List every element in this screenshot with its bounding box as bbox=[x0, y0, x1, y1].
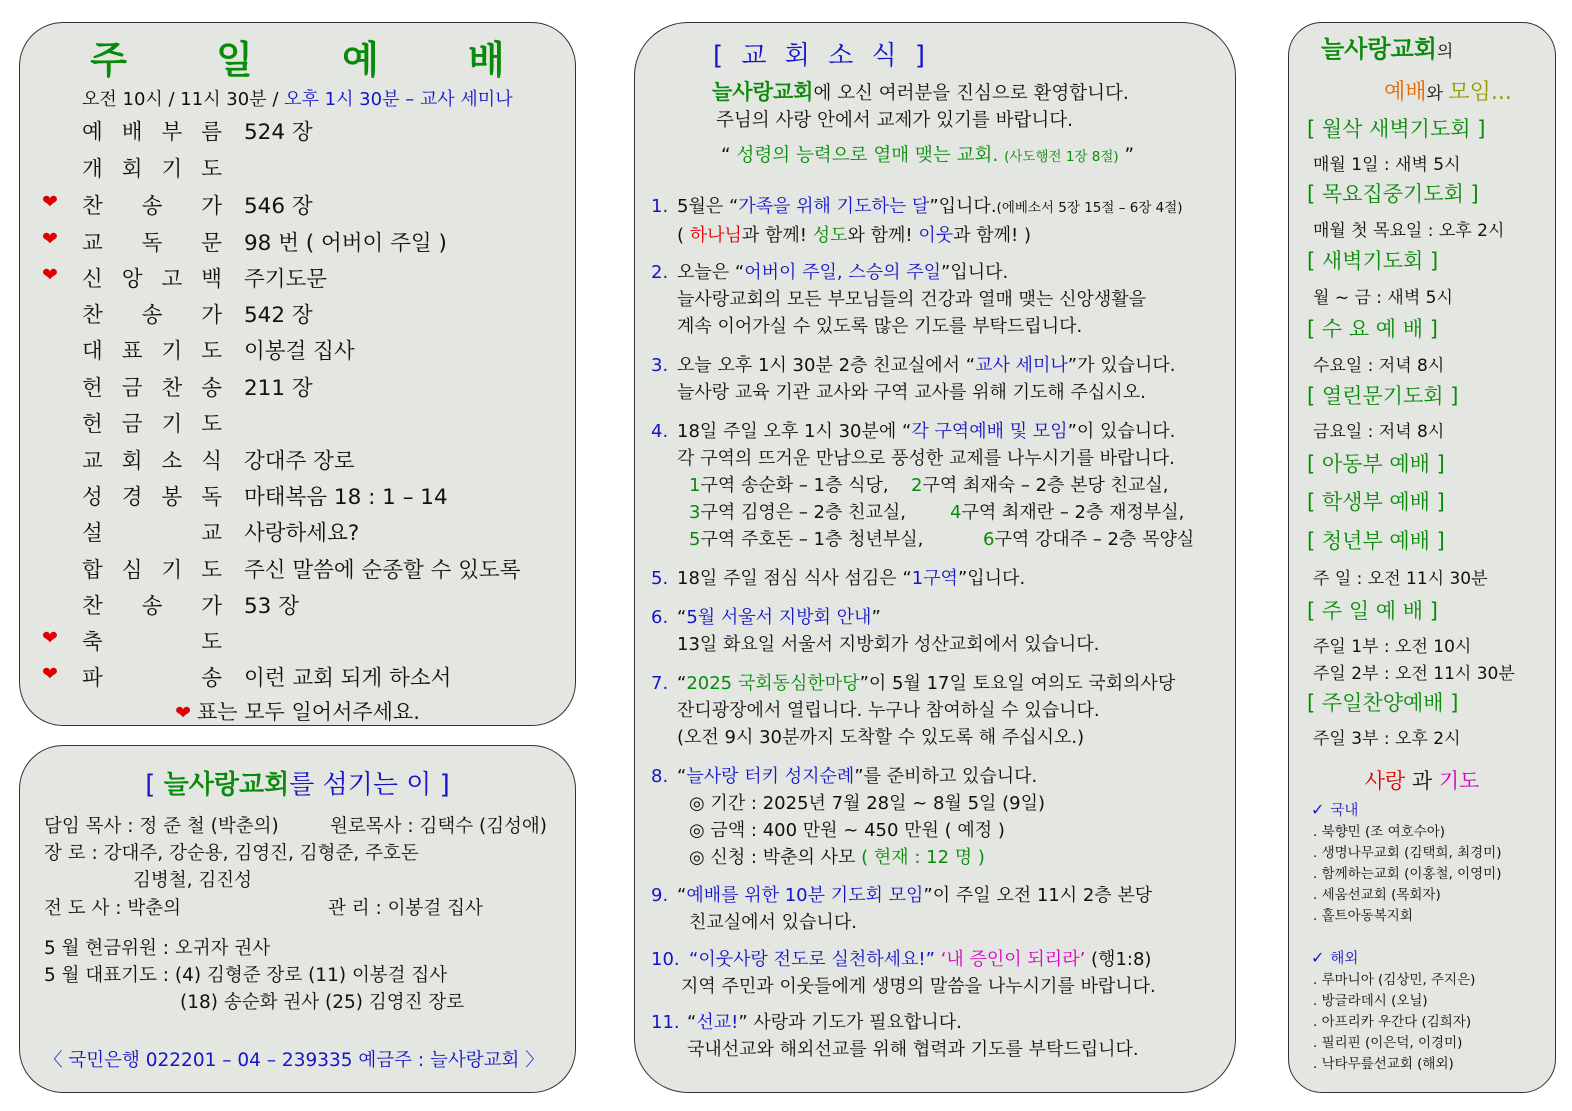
district-6: 6구역 강대주 – 2층 목양실 bbox=[983, 529, 1195, 550]
prayer-title: 사랑 과 기도 bbox=[1364, 769, 1480, 793]
schedule-title: 늘사랑교회의 bbox=[1321, 35, 1454, 63]
worship-order-item bbox=[20, 553, 575, 589]
heart-icon: ❤ bbox=[175, 702, 192, 724]
elders-continued: 김병철, 김진성 bbox=[133, 870, 252, 891]
schedule-time: 주일 3부 : 오후 2시 bbox=[1313, 729, 1461, 749]
worship-order-value: 542 장 bbox=[244, 303, 313, 328]
worship-order-item bbox=[20, 226, 575, 262]
schedule-heading: [ 열린문기도회 ] bbox=[1307, 384, 1459, 408]
check-icon: ✓ bbox=[1311, 948, 1325, 967]
worship-order-item bbox=[20, 444, 575, 480]
worship-order-label: 찬 송 가 bbox=[82, 594, 222, 619]
worship-order-item bbox=[20, 189, 575, 225]
prayer-item: . 방글라데시 (오닐) bbox=[1313, 993, 1428, 1009]
schedule-heading: [ 학생부 예배 ] bbox=[1307, 490, 1445, 514]
worship-schedule-panel bbox=[1288, 22, 1556, 1093]
offering-committee: 5 월 현금위원 : 오귀자 권사 bbox=[44, 938, 271, 959]
worship-order-label: 예 배 부 름 bbox=[82, 120, 222, 145]
standing-note: ❤ 표는 모두 일어서주세요. bbox=[175, 700, 420, 724]
elders: 장 로 : 강대주, 강순용, 김영진, 김형준, 주호돈 bbox=[44, 843, 419, 864]
worship-order-value: 524 장 bbox=[244, 120, 313, 145]
worship-order-item bbox=[20, 115, 575, 151]
worship-order-item bbox=[20, 152, 575, 188]
schedule-subtitle: 예배와 모임... bbox=[1384, 80, 1512, 105]
schedule-heading: [ 목요집중기도회 ] bbox=[1307, 182, 1479, 206]
worship-title: 주 일 예 배 bbox=[90, 38, 543, 82]
theme-verse: “ 성령의 능력으로 열매 맺는 교회. (사도행전 1장 8절) ” bbox=[721, 145, 1135, 166]
schedule-heading: [ 수 요 예 배 ] bbox=[1307, 317, 1438, 341]
emeritus-pastor: 원로목사 : 김택수 (김성애) bbox=[330, 816, 548, 837]
worship-order-label: 신 앙 고 백 bbox=[82, 267, 222, 292]
prayer-item: . 세움선교회 (목회자) bbox=[1313, 887, 1441, 903]
staff-title: [ 늘사랑교회를 섬기는 이 ] bbox=[145, 770, 450, 800]
worship-order-label: 헌 금 기 도 bbox=[82, 412, 222, 437]
worship-order-item bbox=[20, 516, 575, 552]
worship-order-label: 설 교 bbox=[82, 521, 222, 546]
news-title: [ 교 회 소 식 ] bbox=[713, 41, 931, 71]
schedule-time: 수요일 : 저녁 8시 bbox=[1313, 356, 1445, 376]
worship-order-item bbox=[20, 371, 575, 407]
worship-order-value: 강대주 장로 bbox=[244, 449, 355, 474]
manager: 관 리 : 이봉걸 집사 bbox=[328, 898, 483, 919]
schedule-time: 월 ~ 금 : 새벽 5시 bbox=[1313, 288, 1453, 308]
worship-order-label: 찬 송 가 bbox=[82, 303, 222, 328]
church-staff-panel bbox=[19, 745, 576, 1093]
worship-order-panel bbox=[19, 22, 576, 726]
worship-order-value: 98 번 ( 어버이 주일 ) bbox=[244, 231, 447, 256]
worship-order-label: 파 송 bbox=[82, 666, 222, 691]
worship-order-item bbox=[20, 407, 575, 443]
schedule-heading: [ 주 일 예 배 ] bbox=[1307, 599, 1438, 623]
schedule-heading: [ 청년부 예배 ] bbox=[1307, 529, 1445, 553]
prayer-item: . 낙타무릎선교회 (해외) bbox=[1313, 1056, 1454, 1072]
worship-order-label: 교 독 문 bbox=[82, 231, 222, 256]
heart-icon: ❤ bbox=[42, 264, 58, 286]
worship-order-value: 사랑하세요? bbox=[244, 521, 360, 546]
schedule-time: 주일 2부 : 오전 11시 30분 bbox=[1313, 664, 1515, 684]
schedule-heading: [ 새벽기도회 ] bbox=[1307, 249, 1439, 273]
overseas-category: ✓ 해외 bbox=[1311, 948, 1359, 967]
worship-order-item bbox=[20, 262, 575, 298]
evangelist: 전 도 사 : 박춘의 bbox=[44, 898, 181, 919]
worship-order-label: 성 경 봉 독 bbox=[82, 485, 222, 510]
worship-order-label: 대 표 기 도 bbox=[82, 339, 222, 364]
worship-order-item bbox=[20, 625, 575, 661]
worship-order-item bbox=[20, 298, 575, 334]
worship-order-item bbox=[20, 589, 575, 625]
prayer-item: . 함께하는교회 (이홍철, 이영미) bbox=[1313, 866, 1502, 882]
worship-order-value: 546 장 bbox=[244, 194, 313, 219]
worship-order-value: 주기도문 bbox=[244, 267, 328, 292]
prayer-item: . 생명나무교회 (김택희, 최경미) bbox=[1313, 845, 1502, 861]
worship-times: 오전 10시 / 11시 30분 / 오후 1시 30분 – 교사 세미나 bbox=[82, 89, 513, 110]
prayer-item: . 홀트아동복지회 bbox=[1313, 908, 1413, 924]
worship-order-value: 마태복음 18 : 1 – 14 bbox=[244, 485, 448, 510]
schedule-time: 주일 1부 : 오전 10시 bbox=[1313, 637, 1472, 657]
worship-order-label: 헌 금 찬 송 bbox=[82, 376, 222, 401]
church-news-panel: [ 교 회 소 식 ] 늘사랑교회에 오신 여러분을 진심으로 환영합니다. 주님의 사랑 안에서 교제가 있기를 바랍니다. “ 성령의 능력으로 열매 맺는 교회. (사도행전 1장 8절) ” 1. 5월은 “가족을 위해 기도하는 달”입니다.(에베소서 5장 15절 – 6장 4절) ( 하나님과 함께! 성도와 함께! 이웃과 함께! ) 2. 오늘은 “어버이 주일, 스승의 주일”입니다. 늘사랑교회의 모든 부모님들의 건강과 열매 맺는 신앙생활을 계속 이어가실 수 있도록 많은 기도를 부탁드립니다. 3. 오늘 오후 1시 30분 2층 친교실에서 “교사 세미나”가 있습니다. 늘사랑 교육 기관 교사와 구역 교사를 위해 기도해 주십시오. 4. 18일 주일 오후 1시 30분에 “각 구역예배 및 모임”이 있습니다. 각 구역의 뜨거운 만남으로 풍성한 교제를 나누시기를 바랍니다. 1구역 송순화 – 1층 식당, 2구역 최재숙 – 2층 본당 친교실, 3구역 김영은 – 2층 친교실, 4구역 최재란 – 2층 재정부실, 5구역 주호돈 – 1층 청년부실, 6구역 강대주 – 2층 목양실 5. 18일 주일 점심 식사 섬김은 “1구역”입니다. 6. “5월 서울서 지방회 안내” 13일 화요일 서울서 지방회가 성산교회에서 있습니다. 7. “2025 국회동심한마당”이 5월 17일 토요일 여의도 국회의사당 잔디광장에서 열립니다. 누구나 참여하실 수 있습니다. (오전 9시 30분까지 도착할 수 있도록 해 주십시오.) 8. “늘사랑 터키 성지순례”를 준비하고 있습니다. ◎ 기간 : 2025년 7월 28일 ~ 8월 5일 (9일) ◎ 금액 : 400 만원 ~ 450 만원 ( 예정 ) ◎ 신청 : 박춘의 사모 ( 현재 : 12 명 ) 9. “예배를 위한 10분 기도회 모임”이 주일 오전 11시 2층 본당 친교실에서 있습니다. 10. “이웃사랑 전도로 실천하세요!” ‘내 증인이 되리라’ (행1:8) 지역 주민과 이웃들에게 생명의 말씀을 나누시기를 바랍니다. 11. “선교!” 사랑과 기도가 필요합니다. 국내선교와 해외선교를 위해 협력과 기도를 부탁드립니다. bbox=[634, 22, 1236, 1093]
check-icon: ✓ bbox=[1311, 800, 1325, 819]
schedule-time: 주 일 : 오전 11시 30분 bbox=[1313, 569, 1488, 589]
district-2: 2구역 최재숙 – 2층 본당 친교실, bbox=[911, 475, 1169, 496]
worship-order-label: 개 회 기 도 bbox=[82, 157, 222, 182]
representative-prayer: 5 월 대표기도 : (4) 김형준 장로 (11) 이봉걸 집사 bbox=[44, 965, 448, 986]
worship-order-value: 53 장 bbox=[244, 594, 299, 619]
district-3: 3구역 김영은 – 2층 친교실, bbox=[689, 502, 907, 523]
schedule-time: 매월 첫 목요일 : 오후 2시 bbox=[1313, 221, 1505, 241]
schedule-time: 매월 1일 : 새벽 5시 bbox=[1313, 155, 1461, 175]
prayer-item: . 루마니아 (김상민, 주지은) bbox=[1313, 972, 1476, 988]
worship-order-value: 이런 교회 되게 하소서 bbox=[244, 666, 452, 691]
heart-icon: ❤ bbox=[42, 627, 58, 649]
schedule-heading: [ 아동부 예배 ] bbox=[1307, 452, 1445, 476]
heart-icon: ❤ bbox=[42, 191, 58, 213]
worship-order-item bbox=[20, 661, 575, 697]
senior-pastor: 담임 목사 : 정 준 철 (박춘의) bbox=[44, 816, 279, 837]
worship-order-item bbox=[20, 334, 575, 370]
domestic-category: ✓ 국내 bbox=[1311, 800, 1359, 819]
worship-order-label: 축 도 bbox=[82, 630, 222, 655]
worship-order-value: 211 장 bbox=[244, 376, 313, 401]
district-1: 1구역 송순화 – 1층 식당, bbox=[689, 475, 889, 496]
worship-order-label: 합 심 기 도 bbox=[82, 558, 222, 583]
district-4: 4구역 최재란 – 2층 재정부실, bbox=[950, 502, 1185, 523]
schedule-time: 금요일 : 저녁 8시 bbox=[1313, 422, 1445, 442]
schedule-heading: [ 주일찬양예배 ] bbox=[1307, 691, 1459, 715]
heart-icon: ❤ bbox=[42, 228, 58, 250]
heart-icon: ❤ bbox=[42, 663, 58, 685]
welcome-message: 늘사랑교회에 오신 여러분을 진심으로 환영합니다. 주님의 사랑 안에서 교제가 있기를 바랍니다. bbox=[712, 80, 1129, 131]
district-5: 5구역 주호돈 – 1층 청년부실, bbox=[689, 529, 924, 550]
schedule-heading: [ 월삭 새벽기도회 ] bbox=[1307, 117, 1486, 141]
prayer-item: . 아프리카 우간다 (김희자) bbox=[1313, 1014, 1472, 1030]
prayer-item: . 북향민 (조 여호수아) bbox=[1313, 824, 1446, 840]
worship-order-item bbox=[20, 480, 575, 516]
representative-prayer-continued: (18) 송순화 권사 (25) 김영진 장로 bbox=[180, 992, 465, 1013]
worship-order-label: 교 회 소 식 bbox=[82, 449, 222, 474]
prayer-item: . 필리핀 (이은덕, 이경미) bbox=[1313, 1035, 1463, 1051]
worship-order-value: 이봉걸 집사 bbox=[244, 339, 355, 364]
worship-order-label: 찬 송 가 bbox=[82, 194, 222, 219]
bank-account: 〈 국민은행 022201 – 04 – 239335 예금주 : 늘사랑교회 〉 bbox=[44, 1050, 544, 1071]
worship-order-value: 주신 말씀에 순종할 수 있도록 bbox=[244, 558, 521, 583]
